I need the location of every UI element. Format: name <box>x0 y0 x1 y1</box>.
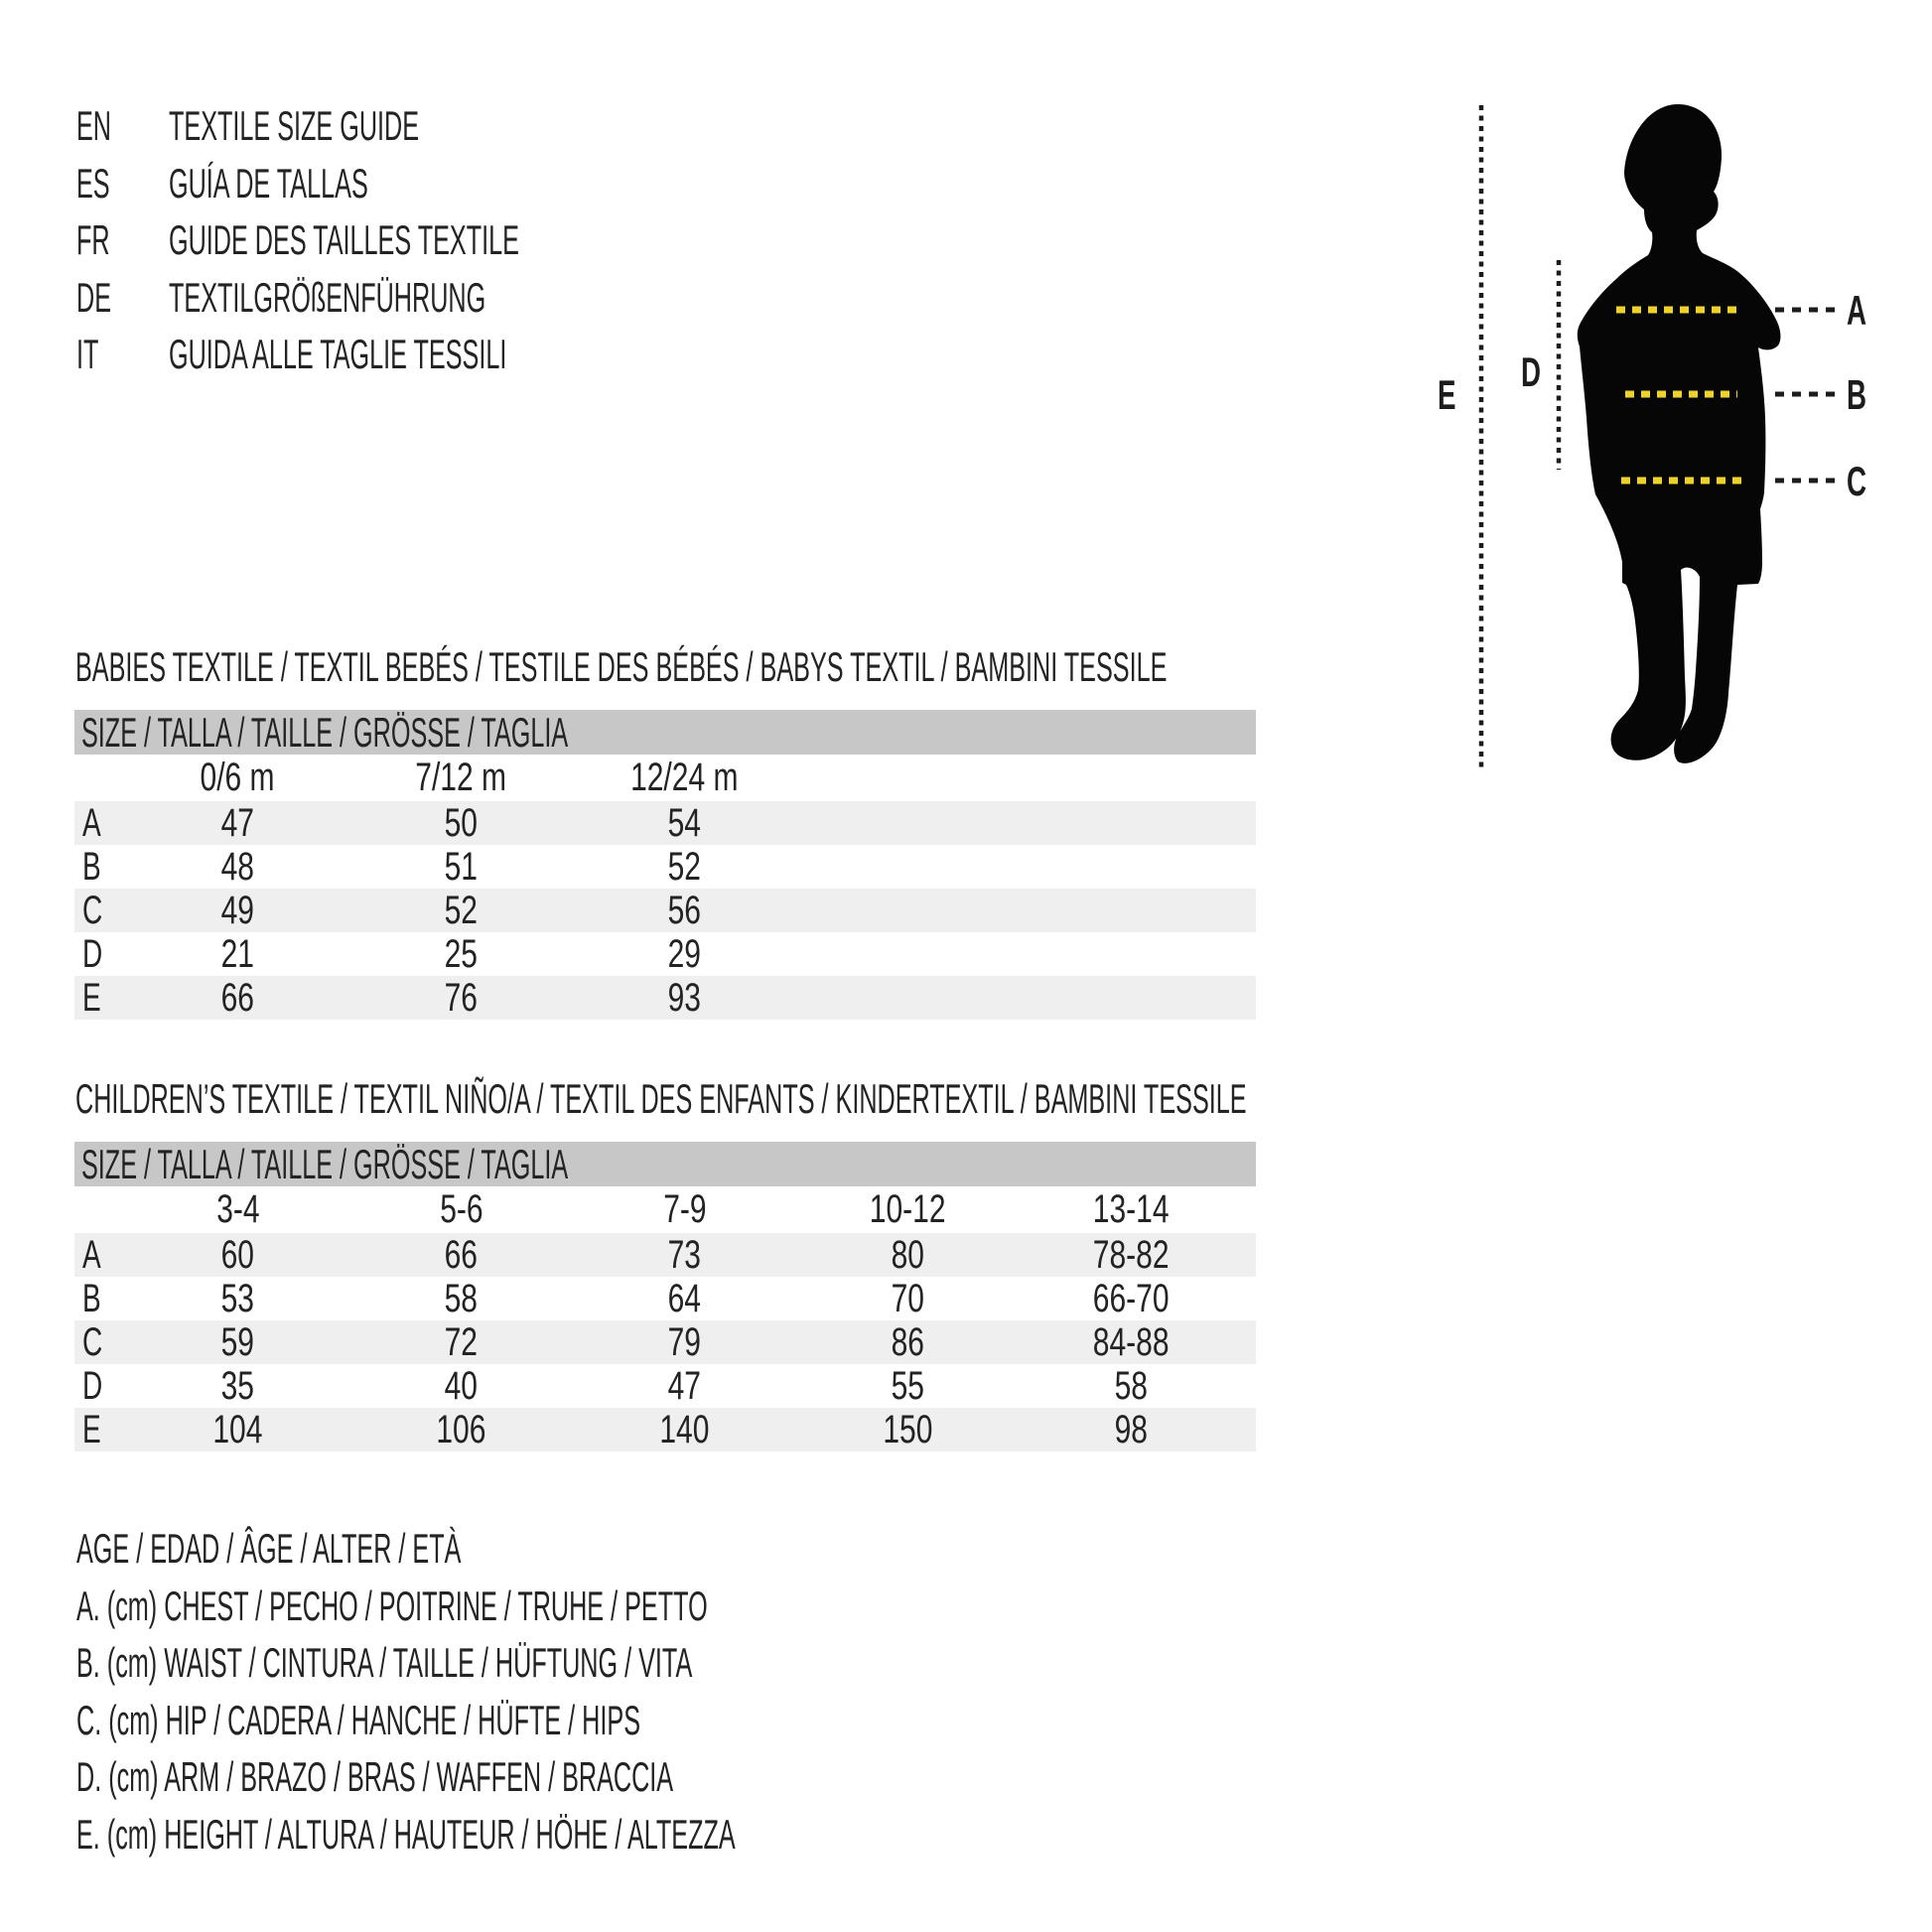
size-value-cell <box>573 976 796 1021</box>
size-value-text: 79 <box>667 1320 702 1364</box>
row-label-text: C <box>82 889 103 932</box>
size-value-cell <box>126 932 349 977</box>
size-value-cell <box>349 1320 573 1365</box>
size-value-text: 25 <box>444 932 479 976</box>
size-value-text: 53 <box>220 1277 255 1320</box>
size-value-cell <box>573 1408 796 1452</box>
size-value-cell <box>573 889 796 933</box>
column-header-cell <box>126 1187 349 1232</box>
column-header-text: 7/12 m <box>415 756 507 799</box>
language-code: EN <box>76 102 112 149</box>
size-value-cell <box>796 1277 1020 1321</box>
table-row <box>74 801 1256 845</box>
row-label-cell <box>74 889 126 933</box>
legend-line-age <box>76 1524 718 1574</box>
size-value-text: 59 <box>220 1320 255 1364</box>
size-value-text: 21 <box>220 932 255 976</box>
row-label-cell <box>74 932 126 977</box>
column-header-row <box>74 755 1256 801</box>
table-row <box>74 1233 1256 1277</box>
size-value-cell <box>1020 1233 1243 1278</box>
size-header-bar <box>74 1142 1256 1186</box>
size-value-cell <box>1020 1408 1243 1452</box>
language-code: DE <box>76 274 112 321</box>
children-section-title <box>75 1074 1932 1124</box>
size-value-text: 104 <box>212 1408 263 1451</box>
row-label-cell <box>74 1408 126 1452</box>
column-header-text: 13-14 <box>1093 1187 1170 1231</box>
row-label-cell <box>74 1233 126 1278</box>
column-header-text: 10-12 <box>870 1187 946 1231</box>
size-header-text: SIZE / TALLA / TAILLE / GRÖSSE / TAGLIA <box>81 708 569 756</box>
column-header-cell <box>126 756 349 800</box>
size-value-text: 78-82 <box>1093 1233 1170 1277</box>
size-value-cell <box>126 976 349 1021</box>
language-title: GUIDE DES TAILLES TEXTILE <box>169 216 519 263</box>
size-value-cell <box>126 1233 349 1278</box>
size-value-cell <box>796 1364 1020 1409</box>
size-value-cell <box>796 1408 1020 1452</box>
column-header-text: 3-4 <box>215 1187 260 1231</box>
size-value-cell <box>573 932 796 977</box>
size-value-text: 66 <box>220 976 255 1020</box>
language-title: GUÍA DE TALLAS <box>169 160 368 207</box>
size-value-cell <box>126 1277 349 1321</box>
language-title: GUIDA ALLE TAGLIE TESSILI <box>169 331 507 377</box>
size-value-text: 56 <box>667 889 702 932</box>
size-value-text: 48 <box>220 845 255 889</box>
legend-line-waist <box>76 1638 1103 1688</box>
size-value-text: 66-70 <box>1093 1277 1170 1320</box>
chest-label: A <box>1847 287 1867 335</box>
size-value-text: 93 <box>667 976 702 1020</box>
size-value-cell <box>1020 1364 1243 1409</box>
size-value-cell <box>349 1277 573 1321</box>
column-header-cell <box>1020 1187 1243 1232</box>
column-header-cell <box>349 1187 573 1232</box>
size-value-cell <box>573 845 796 890</box>
language-title: TEXTILGRÖßENFÜHRUNG <box>169 274 486 321</box>
size-value-text: 80 <box>891 1233 925 1277</box>
language-title: TEXTILE SIZE GUIDE <box>169 102 420 149</box>
row-label-cell <box>74 801 126 846</box>
size-value-text: 47 <box>667 1364 702 1408</box>
size-value-cell <box>349 932 573 977</box>
size-value-text: 76 <box>444 976 479 1020</box>
babies-section-title-text: BABIES TEXTILE / TEXTIL BEBÉS / TESTILE DES BÉBÉS / BABYS TEXTIL / BAMBINI TESSILE <box>75 643 1168 690</box>
size-value-text: 52 <box>667 845 702 889</box>
size-value-text: 54 <box>667 801 702 845</box>
size-value-text: 52 <box>444 889 479 932</box>
size-value-cell <box>796 1320 1020 1365</box>
children-section-title-text: CHILDREN’S TEXTILE / TEXTIL NIÑO/A / TEXTIL DES ENFANTS / KINDERTEXTIL / BAMBINI TESSILE <box>75 1075 1247 1122</box>
row-label-cell <box>74 976 126 1021</box>
size-value-text: 55 <box>891 1364 925 1408</box>
size-value-text: 72 <box>444 1320 479 1364</box>
language-code: ES <box>76 160 110 207</box>
legend-text: B. (cm) WAIST / CINTURA / TAILLE / HÜFTUNG / VITA <box>76 1639 693 1686</box>
size-value-cell <box>349 1233 573 1278</box>
table-row <box>74 1364 1256 1408</box>
size-value-text: 64 <box>667 1277 702 1320</box>
row-label-text: A <box>82 801 101 845</box>
row-label-text: C <box>82 1320 103 1364</box>
row-label-cell <box>74 1277 126 1321</box>
table-row <box>74 932 1256 976</box>
legend-text: A. (cm) CHEST / PECHO / POITRINE / TRUHE / PETTO <box>76 1583 708 1629</box>
size-value-cell <box>1020 1277 1243 1321</box>
size-value-text: 98 <box>1114 1408 1149 1451</box>
size-header-bar <box>74 710 1256 755</box>
size-value-text: 84-88 <box>1093 1320 1170 1364</box>
size-value-text: 106 <box>436 1408 486 1451</box>
column-header-text: 7-9 <box>662 1187 707 1231</box>
arm-label: D <box>1521 348 1542 396</box>
size-value-text: 66 <box>444 1233 479 1277</box>
size-value-text: 58 <box>444 1277 479 1320</box>
size-value-text: 29 <box>667 932 702 976</box>
size-value-text: 73 <box>667 1233 702 1277</box>
row-label-cell <box>74 1364 126 1409</box>
legend-text: C. (cm) HIP / CADERA / HANCHE / HÜFTE / HIPS <box>76 1697 641 1743</box>
size-value-cell <box>349 801 573 846</box>
legend-line-arm <box>76 1752 1071 1802</box>
table-row <box>74 1277 1256 1320</box>
language-code: FR <box>76 216 110 263</box>
legend-text: D. (cm) ARM / BRAZO / BRAS / WAFFEN / BRACCIA <box>76 1753 674 1800</box>
legend-line-hip <box>76 1696 1017 1745</box>
height-label: E <box>1438 371 1456 419</box>
column-header-cell <box>573 1187 796 1232</box>
children-size-table <box>74 1142 1256 1451</box>
column-header-cell <box>796 1187 1020 1232</box>
size-value-text: 60 <box>220 1233 255 1277</box>
table-row <box>74 1320 1256 1364</box>
waist-label: B <box>1847 371 1867 419</box>
size-value-text: 140 <box>659 1408 710 1451</box>
size-value-cell <box>1020 1320 1243 1365</box>
row-label-text: B <box>82 845 101 889</box>
size-value-text: 70 <box>891 1277 925 1320</box>
size-value-text: 150 <box>883 1408 933 1451</box>
row-label-text: E <box>82 1408 101 1451</box>
size-value-cell <box>349 976 573 1021</box>
size-value-cell <box>126 889 349 933</box>
column-header-text: 0/6 m <box>200 756 276 799</box>
row-label-text: A <box>82 1233 101 1277</box>
size-value-text: 50 <box>444 801 479 845</box>
size-value-cell <box>126 1408 349 1452</box>
table-row <box>74 976 1256 1020</box>
size-value-text: 86 <box>891 1320 925 1364</box>
row-label-cell <box>74 1320 126 1365</box>
size-value-cell <box>349 889 573 933</box>
size-value-cell <box>126 1364 349 1409</box>
size-value-text: 47 <box>220 801 255 845</box>
size-value-cell <box>573 1277 796 1321</box>
column-header-text: 12/24 m <box>630 756 739 799</box>
row-label-text: D <box>82 932 103 976</box>
legend-text: E. (cm) HEIGHT / ALTURA / HAUTEUR / HÖHE / ALTEZZA <box>76 1811 736 1858</box>
size-value-cell <box>573 1320 796 1365</box>
size-value-cell <box>126 845 349 890</box>
table-row <box>74 1408 1256 1451</box>
language-code: IT <box>76 331 99 377</box>
table-row <box>74 889 1256 932</box>
row-label-text: B <box>82 1277 101 1320</box>
size-header-text: SIZE / TALLA / TAILLE / GRÖSSE / TAGLIA <box>81 1140 569 1187</box>
size-value-text: 51 <box>444 845 479 889</box>
size-value-cell <box>573 1364 796 1409</box>
size-value-text: 40 <box>444 1364 479 1408</box>
size-value-text: 49 <box>220 889 255 932</box>
babies-section-title <box>75 642 1894 692</box>
size-value-cell <box>126 801 349 846</box>
size-value-text: 58 <box>1114 1364 1149 1408</box>
hip-label: C <box>1847 458 1867 505</box>
size-value-cell <box>349 845 573 890</box>
size-value-cell <box>126 1320 349 1365</box>
column-header-text: 5-6 <box>439 1187 483 1231</box>
size-value-text: 35 <box>220 1364 255 1408</box>
babies-size-table <box>74 710 1256 1020</box>
row-label-text: E <box>82 976 101 1020</box>
legend-text: AGE / EDAD / ÂGE / ALTER / ETÀ <box>76 1525 462 1572</box>
row-label-text: D <box>82 1364 103 1408</box>
column-header-cell <box>349 756 573 800</box>
column-header-cell <box>573 756 796 800</box>
size-value-cell <box>573 1233 796 1278</box>
table-row <box>74 845 1256 889</box>
row-label-cell <box>74 845 126 890</box>
column-header-row <box>74 1186 1256 1233</box>
size-value-cell <box>349 1408 573 1452</box>
size-value-cell <box>796 1233 1020 1278</box>
legend-line-chest <box>76 1582 1128 1631</box>
size-value-cell <box>349 1364 573 1409</box>
size-value-cell <box>573 801 796 846</box>
legend-line-height <box>76 1810 1174 1860</box>
